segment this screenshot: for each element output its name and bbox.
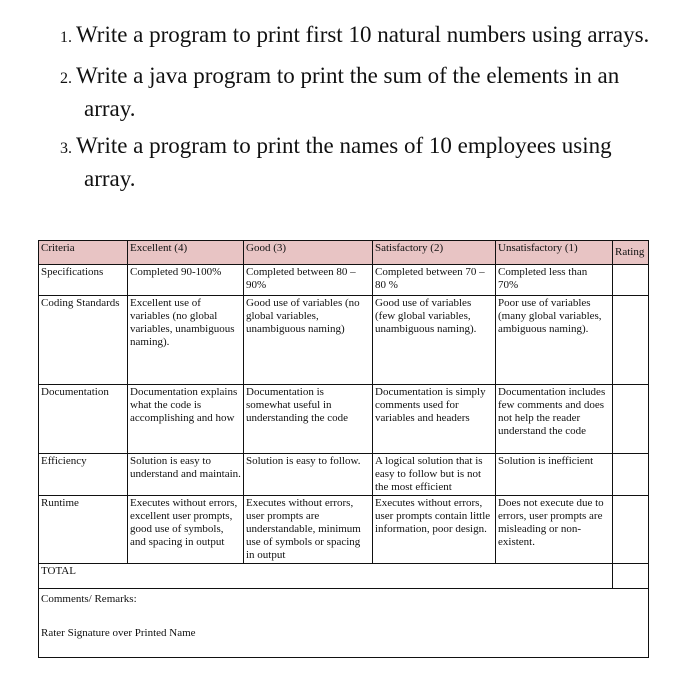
question-2 — [60, 61, 680, 124]
total-row — [39, 564, 649, 589]
rubric-table — [38, 240, 649, 658]
criteria-cell: Documentation — [39, 385, 128, 454]
table-row — [39, 385, 649, 454]
question-text: Write a program to print the names of 10 employees using — [76, 133, 612, 158]
question-number: 2. — [60, 70, 72, 87]
table-row — [39, 265, 649, 296]
criteria-cell: Runtime — [39, 496, 128, 564]
rubric-header-row — [39, 241, 649, 265]
table-row — [39, 454, 649, 496]
rating-cell[interactable] — [613, 496, 649, 564]
satisfactory-cell: A logical solution that is easy to follow but is not the most efficient — [373, 454, 496, 496]
header-unsatisfactory: Unsatisfactory (1) — [496, 241, 613, 265]
good-cell: Solution is easy to follow. — [244, 454, 373, 496]
rating-cell[interactable] — [613, 296, 649, 385]
question-number: 3. — [60, 140, 72, 157]
good-cell: Good use of variables (no global variables, unambiguous naming) — [244, 296, 373, 385]
total-rating-cell[interactable] — [613, 564, 649, 589]
question-3 — [60, 131, 680, 194]
excellent-cell: Excellent use of variables (no global variables, unambiguous naming). — [128, 296, 244, 385]
satisfactory-cell: Good use of variables (few global variables, unambiguous naming). — [373, 296, 496, 385]
question-number: 1. — [60, 29, 72, 46]
excellent-cell: Executes without errors, excellent user prompts, good use of symbols, and spacing in output — [128, 496, 244, 564]
question-text: Write a java program to print the sum of the elements in an — [76, 63, 620, 88]
table-row — [39, 496, 649, 564]
header-good: Good (3) — [244, 241, 373, 265]
criteria-cell: Specifications — [39, 265, 128, 296]
table-row — [39, 296, 649, 385]
unsatisfactory-cell: Solution is inefficient — [496, 454, 613, 496]
unsatisfactory-cell: Completed less than 70% — [496, 265, 613, 296]
comments-row — [39, 589, 649, 658]
comments-label: Comments/ Remarks: — [41, 593, 137, 605]
rating-cell[interactable] — [613, 385, 649, 454]
good-cell: Completed between 80 – 90% — [244, 265, 373, 296]
excellent-cell: Solution is easy to understand and maintain. — [128, 454, 244, 496]
comments-cell[interactable] — [39, 589, 649, 658]
question-text-continued: array. — [84, 166, 136, 191]
header-excellent: Excellent (4) — [128, 241, 244, 265]
rating-cell[interactable] — [613, 454, 649, 496]
excellent-cell: Documentation explains what the code is accomplishing and how — [128, 385, 244, 454]
criteria-cell: Efficiency — [39, 454, 128, 496]
question-text-continued: array. — [84, 96, 136, 121]
satisfactory-cell: Executes without errors, user prompts contain little information, poor design. — [373, 496, 496, 564]
question-1 — [60, 20, 649, 53]
unsatisfactory-cell: Poor use of variables (many global variables, ambiguous naming). — [496, 296, 613, 385]
header-rating: Rating — [613, 241, 649, 265]
unsatisfactory-cell: Does not execute due to errors, user prompts are misleading or non-existent. — [496, 496, 613, 564]
question-text: Write a program to print first 10 natural numbers using arrays. — [76, 22, 650, 47]
total-label: TOTAL — [39, 564, 613, 589]
signature-label: Rater Signature over Printed Name — [41, 627, 196, 639]
unsatisfactory-cell: Documentation includes few comments and does not help the reader understand the code — [496, 385, 613, 454]
header-satisfactory: Satisfactory (2) — [373, 241, 496, 265]
good-cell: Documentation is somewhat useful in understanding the code — [244, 385, 373, 454]
rating-cell[interactable] — [613, 265, 649, 296]
criteria-cell: Coding Standards — [39, 296, 128, 385]
satisfactory-cell: Documentation is simply comments used for variables and headers — [373, 385, 496, 454]
satisfactory-cell: Completed between 70 – 80 % — [373, 265, 496, 296]
good-cell: Executes without errors, user prompts are understandable, minimum use of symbols or spacing in output — [244, 496, 373, 564]
excellent-cell: Completed 90-100% — [128, 265, 244, 296]
header-criteria: Criteria — [39, 241, 128, 265]
